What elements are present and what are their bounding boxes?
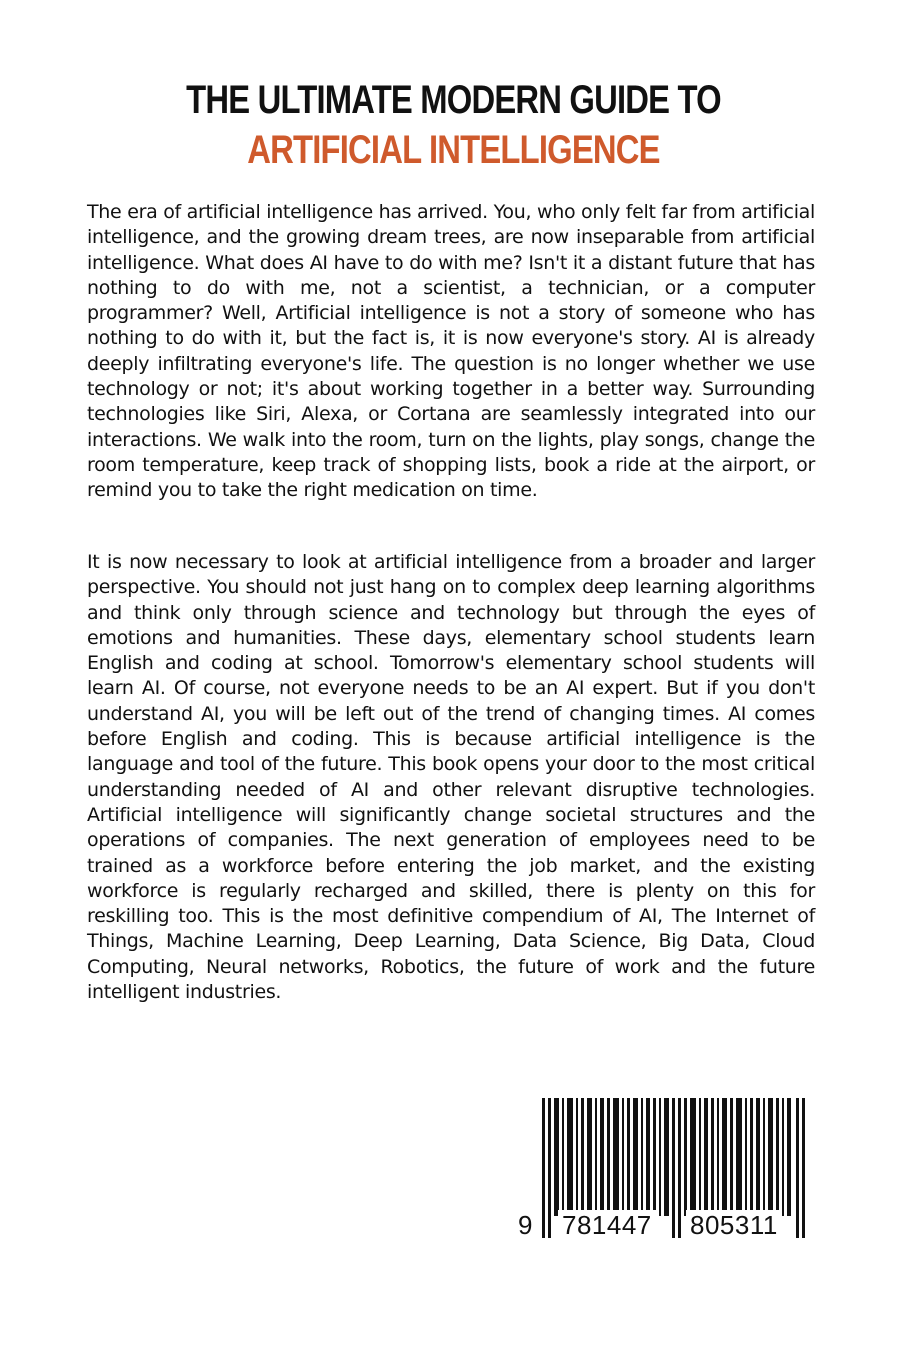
- isbn-digit-group-2: 805311: [686, 1210, 782, 1241]
- isbn-digits: [514, 1210, 814, 1240]
- isbn-digit-group-1: 781447: [558, 1210, 656, 1241]
- blurb-paragraph-1: The era of artificial intelligence has arrived. You, who only felt far from artificial intelligence, and the growing dream trees, are now inseparable from artificial intelligence. What does AI have to do with me? Isn't it a distant future that has nothing to do with me, not a scientist, a technician, or a computer programmer? Well, Artificial intelligence is not a story of someone who has nothing to do with it, but the fact is, it is now everyone's story. AI is already deeply infiltrating everyone's life. The question is no longer whether we use technology or not; it's about working together in a better way. Surrounding technologies like Siri, Alexa, or Cortana are seamlessly integrated into our interactions. We walk into the room, turn on the lights, play songs, change the room temperature, keep track of shopping lists, book a ride at the airport, or remind you to take the right medication on time.: [87, 201, 815, 502]
- blurb-paragraph-2: It is now necessary to look at artificial intelligence from a broader and larger perspective. You should not just hang on to complex deep learning algorithms and think only through science and technology but through the eyes of emotions and humanities. These days, elementary school students learn English and coding at school. Tomorrow's elementary school students will learn AI. Of course, not everyone needs to be an AI expert. But if you don't understand AI, you will be left out of the trend of changing times. AI comes before English and coding. This is because artificial intelligence is the language and tool of the future. This book opens your door to the most critical understanding needed of AI and other relevant disruptive technologies. Artificial intelligence will significantly change societal structures and the operations of companies. The next generation of employees need to be trained as a workforce before entering the job market, and the existing workforce is regularly recharged and skilled, there is plenty on this for reskilling too. This is the most definitive compendium of AI, The Internet of Things, Machine Learning, Deep Learning, Data Science, Big Data, Cloud Computing, Neural networks, Robotics, the future of work and the future intelligent industries.: [87, 551, 815, 1004]
- title-line-1: THE ULTIMATE MODERN GUIDE TO: [186, 78, 721, 122]
- isbn-lead-digit: 9: [518, 1210, 533, 1240]
- isbn-barcode: [514, 1098, 814, 1243]
- title-line-2: ARTIFICIAL INTELLIGENCE: [247, 128, 660, 172]
